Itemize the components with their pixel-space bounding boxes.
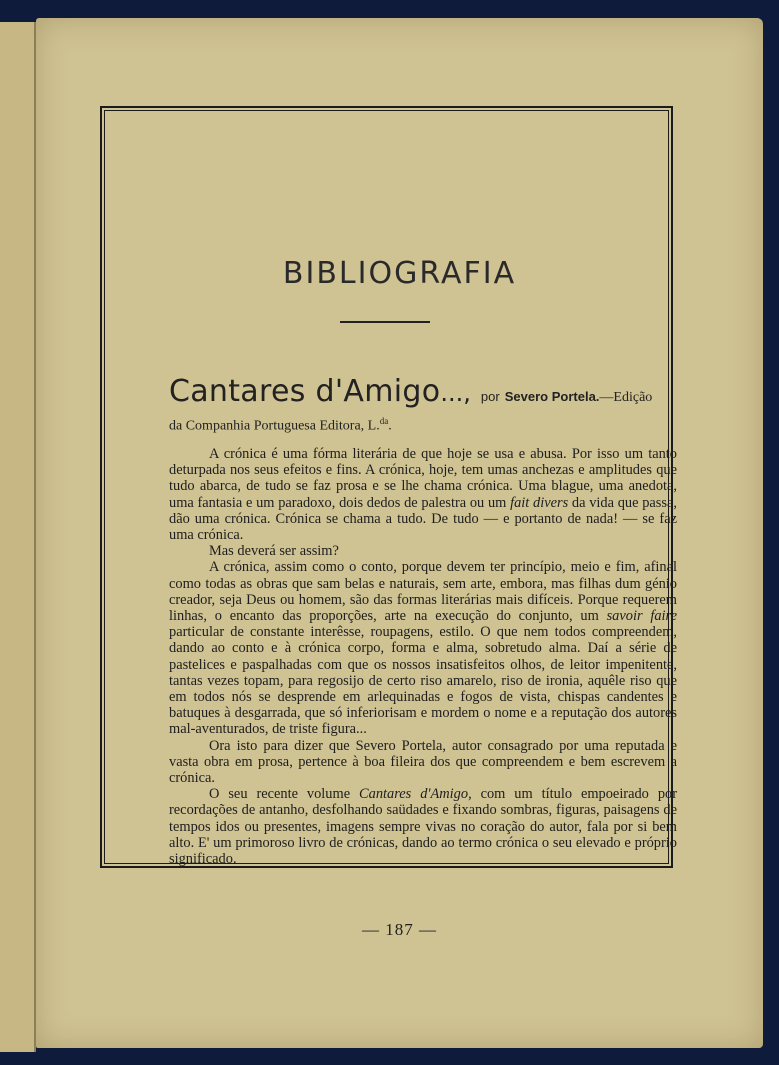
paragraph-5-italic: Cantares d'Amigo — [359, 786, 469, 803]
publisher-name: da Companhia Portuguesa Editora, L. — [169, 418, 380, 434]
paragraph-1-text-a: A crónica é uma fórma literária de que hoje se usa e abusa. Por isso um tanto deturpada nos seus efeitos e fins. A crónica, hoje, tem umas anchezas e amplitudes que tudo abarca, de tudo se faz prosa e se lhe chama crónica. Uma blague, uma anedota, uma fantasia e um paradoxo, dois dedos de palestra ou um — [169, 446, 677, 511]
paragraph-2: Mas deverá ser assim? — [209, 543, 339, 560]
paragraph-5 — [169, 786, 677, 867]
paragraph-5-text-b: , com um título empoeirado por recordações de antanho, desfolhando saüdades e fixando sombras, figuras, paisagens de tempos idos ou presentes, imagens sempre vivas no coração do autor, fala por si bem alto. E' um primoroso livro de crónicas, dando ao termo crónica o seu elevado e próprio significado. — [169, 786, 678, 868]
paragraph-1-italic: fait divers — [510, 494, 569, 511]
paragraph-1-text-b: da vida que passa, dão uma crónica. Crónica se chama a tudo. De tudo — e portanto de nada! — se faz uma crónica. — [169, 494, 677, 544]
paragraph-3 — [169, 559, 677, 737]
page — [36, 18, 763, 1048]
book-title-dots: ..., — [440, 379, 471, 407]
page-number: — 187 — — [362, 920, 437, 939]
paragraph-3-text-a: A crónica, assim como o conto, porque devem ter princípio, meio e fim, afinal como todas as obras que sam belas e naturais, sem arte, embora, mas filhas dum génio creador, seja Deus ou homem, são das formas literárias mais difíceis. Porque requerem linhas, o encanto das proporções, arte na execução do conjunto, um — [169, 559, 677, 625]
book-publisher — [169, 416, 392, 435]
previous-page-edge — [0, 22, 36, 1052]
paragraph-1 — [169, 446, 677, 543]
paragraph-3-italic: savoir faire — [606, 608, 677, 625]
paragraph-4: Ora isto para dizer que Severo Portela, autor consagrado por uma reputada e vasta obra em prosa, pertence à boa fileira dos que compreendem e bem escrevem a crónica. — [169, 737, 677, 787]
title-rule — [340, 321, 430, 323]
publisher-suffix: da — [379, 416, 389, 426]
review-body — [169, 446, 677, 867]
paragraph-3-text-b: particular de constante interêsse, roupagens, estilo. O que nem todos compreendem, dando ao conto e à crónica corpo, forma e alma, sobretudo alma. Daí a série de pastelices e paspalhadas com que os nossos insatisfeitos olhos, de leitor impenitente, tantas vezes topam, para regosijo de certo riso amarelo, riso de ironia, aquêle riso que em todos nós se desprende em arlequinadas e fogos de vista, chispas candentes e batuques à desgarrada, que só inferiorisam e mordem o nome e a reputação dos autores mal-aventurados, de triste figura... — [169, 624, 677, 738]
book-title: Cantares d'Amigo — [169, 374, 441, 409]
book-edition: —Edição — [599, 390, 653, 405]
paragraph-5-text-a: O seu recente volume — [209, 786, 360, 803]
section-title: BIBLIOGRAFIA — [282, 256, 517, 291]
book-heading — [169, 374, 652, 409]
book-by: por — [480, 389, 500, 404]
publisher-end: . — [388, 418, 392, 434]
book-author: Severo Portela. — [504, 389, 600, 404]
